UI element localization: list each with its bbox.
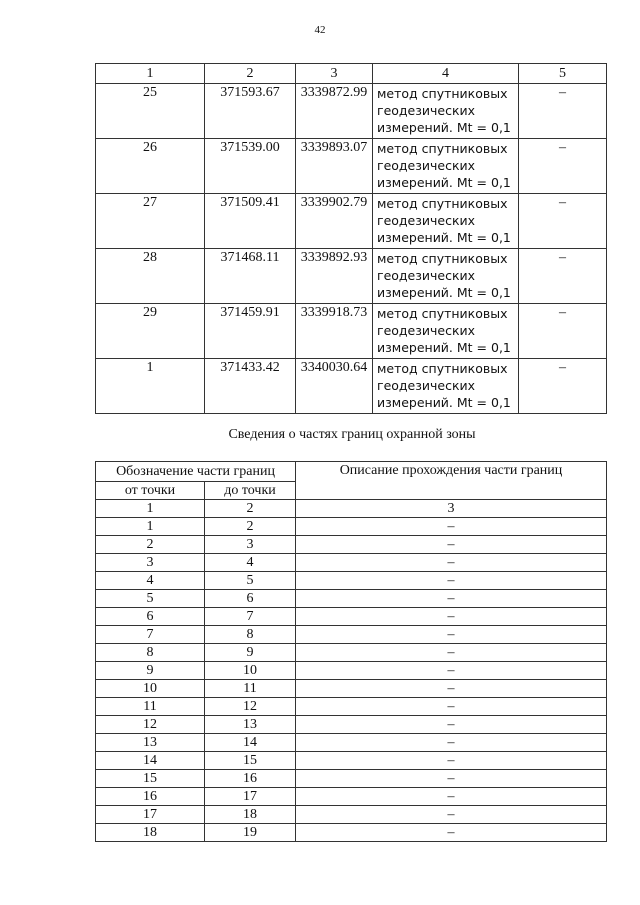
method-line: измерений. Mt = 0,1 (377, 120, 511, 135)
from-point: 3 (96, 554, 205, 572)
method-line: измерений. Mt = 0,1 (377, 340, 511, 355)
header-to-point: до точки (205, 482, 296, 500)
from-point: 13 (96, 734, 205, 752)
part-description: – (296, 608, 607, 626)
column-header: 2 (205, 64, 296, 84)
from-point: 14 (96, 752, 205, 770)
from-point: 6 (96, 608, 205, 626)
method-line: геодезических (377, 103, 476, 118)
from-point: 18 (96, 824, 205, 842)
x-coordinate: 371433.42 (205, 359, 296, 414)
table-header-row (96, 462, 607, 482)
part-description: – (296, 662, 607, 680)
to-point: 12 (205, 698, 296, 716)
point-number: 29 (96, 304, 205, 359)
note: – (519, 249, 607, 304)
table-row (96, 680, 607, 698)
header-group-label: Обозначение части границ (96, 462, 296, 482)
column-header: 4 (373, 64, 519, 84)
from-point: 9 (96, 662, 205, 680)
to-point: 15 (205, 752, 296, 770)
to-point: 2 (205, 518, 296, 536)
part-description: – (296, 716, 607, 734)
to-point: 3 (205, 536, 296, 554)
method-line: метод спутниковых (377, 361, 508, 376)
to-point: 14 (205, 734, 296, 752)
table-row (96, 806, 607, 824)
method-line: геодезических (377, 158, 476, 173)
part-description: – (296, 680, 607, 698)
table-row (96, 139, 607, 194)
table-row (96, 84, 607, 139)
to-point: 5 (205, 572, 296, 590)
method-line: измерений. Mt = 0,1 (377, 230, 511, 245)
note: – (519, 139, 607, 194)
to-point: 4 (205, 554, 296, 572)
note: – (519, 359, 607, 414)
table-row (96, 194, 607, 249)
table-header-row (96, 64, 607, 84)
from-point: 16 (96, 788, 205, 806)
boundary-parts-table (95, 461, 607, 842)
header-from-point: от точки (96, 482, 205, 500)
measurement-method (373, 194, 519, 249)
column-index-row (96, 500, 607, 518)
method-line: метод спутниковых (377, 306, 508, 321)
table-row (96, 518, 607, 536)
part-description: – (296, 626, 607, 644)
to-point: 17 (205, 788, 296, 806)
y-coordinate: 3339902.79 (296, 194, 373, 249)
to-point: 16 (205, 770, 296, 788)
from-point: 17 (96, 806, 205, 824)
from-point: 5 (96, 590, 205, 608)
method-line: геодезических (377, 378, 476, 393)
to-point: 10 (205, 662, 296, 680)
part-description: – (296, 698, 607, 716)
from-point: 4 (96, 572, 205, 590)
table-row (96, 752, 607, 770)
header-description: Описание прохождения части границ (296, 462, 607, 500)
to-point: 9 (205, 644, 296, 662)
from-point: 11 (96, 698, 205, 716)
from-point: 15 (96, 770, 205, 788)
note: – (519, 194, 607, 249)
column-header: 3 (296, 64, 373, 84)
table-row (96, 698, 607, 716)
from-point: 8 (96, 644, 205, 662)
table-row (96, 626, 607, 644)
section-title: Сведения о частях границ охранной зоны (228, 427, 476, 442)
from-point: 12 (96, 716, 205, 734)
column-index: 1 (96, 500, 205, 518)
table-row (96, 824, 607, 842)
note: – (519, 84, 607, 139)
x-coordinate: 371509.41 (205, 194, 296, 249)
y-coordinate: 3339893.07 (296, 139, 373, 194)
to-point: 8 (205, 626, 296, 644)
method-line: метод спутниковых (377, 251, 508, 266)
table-row (96, 608, 607, 626)
to-point: 11 (205, 680, 296, 698)
column-index: 2 (205, 500, 296, 518)
part-description: – (296, 554, 607, 572)
table-row (96, 644, 607, 662)
table-row (96, 734, 607, 752)
x-coordinate: 371459.91 (205, 304, 296, 359)
table-row (96, 359, 607, 414)
measurement-method (373, 139, 519, 194)
part-description: – (296, 644, 607, 662)
part-description: – (296, 806, 607, 824)
y-coordinate: 3339872.99 (296, 84, 373, 139)
page-number: 42 (314, 24, 326, 36)
from-point: 2 (96, 536, 205, 554)
table-row (96, 590, 607, 608)
point-number: 26 (96, 139, 205, 194)
table-row (96, 554, 607, 572)
part-description: – (296, 770, 607, 788)
coordinates-table (95, 63, 607, 414)
measurement-method (373, 84, 519, 139)
table-row (96, 716, 607, 734)
from-point: 1 (96, 518, 205, 536)
table-row (96, 572, 607, 590)
column-header: 1 (96, 64, 205, 84)
from-point: 7 (96, 626, 205, 644)
part-description: – (296, 824, 607, 842)
point-number: 1 (96, 359, 205, 414)
method-line: геодезических (377, 323, 476, 338)
x-coordinate: 371468.11 (205, 249, 296, 304)
measurement-method (373, 249, 519, 304)
to-point: 18 (205, 806, 296, 824)
to-point: 19 (205, 824, 296, 842)
measurement-method (373, 304, 519, 359)
table-row (96, 770, 607, 788)
method-line: измерений. Mt = 0,1 (377, 285, 511, 300)
part-description: – (296, 788, 607, 806)
table-row (96, 536, 607, 554)
part-description: – (296, 536, 607, 554)
table-row (96, 788, 607, 806)
method-line: геодезических (377, 268, 476, 283)
part-description: – (296, 752, 607, 770)
note: – (519, 304, 607, 359)
method-line: измерений. Mt = 0,1 (377, 395, 511, 410)
column-header: 5 (519, 64, 607, 84)
measurement-method (373, 359, 519, 414)
point-number: 25 (96, 84, 205, 139)
x-coordinate: 371593.67 (205, 84, 296, 139)
method-line: геодезических (377, 213, 476, 228)
method-line: метод спутниковых (377, 86, 508, 101)
part-description: – (296, 572, 607, 590)
y-coordinate: 3340030.64 (296, 359, 373, 414)
table-row (96, 662, 607, 680)
table-row (96, 249, 607, 304)
part-description: – (296, 734, 607, 752)
from-point: 10 (96, 680, 205, 698)
to-point: 6 (205, 590, 296, 608)
to-point: 13 (205, 716, 296, 734)
x-coordinate: 371539.00 (205, 139, 296, 194)
table-row (96, 304, 607, 359)
part-description: – (296, 518, 607, 536)
to-point: 7 (205, 608, 296, 626)
y-coordinate: 3339918.73 (296, 304, 373, 359)
method-line: метод спутниковых (377, 141, 508, 156)
method-line: измерений. Mt = 0,1 (377, 175, 511, 190)
point-number: 28 (96, 249, 205, 304)
point-number: 27 (96, 194, 205, 249)
part-description: – (296, 590, 607, 608)
method-line: метод спутниковых (377, 196, 508, 211)
column-index: 3 (296, 500, 607, 518)
y-coordinate: 3339892.93 (296, 249, 373, 304)
